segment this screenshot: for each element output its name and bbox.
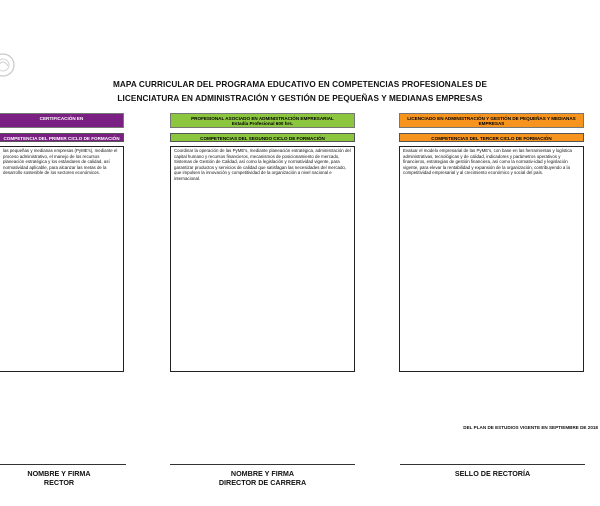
plan-validity-note: DEL PLAN DE ESTUDIOS VIGENTE EN SEPTIEMBRE DE 2018 <box>463 425 598 430</box>
rectory-stamp-label: SELLO DE RECTORÍA <box>454 469 531 478</box>
cycle-column-1 <box>0 113 124 372</box>
cycle-1-subheader: COMPETENCIA DEL PRIMER CICLO DE FORMACIÓN <box>0 133 124 142</box>
cycle-1-competency-text: las pequeñas y medianas empresas (PyME's), mediante el proceso administrativo, el manejo de los recursos planeación estratégica y los estándares de calidad, así normatividad aplicable, para alcanzar las metas de la desarrollo sostenible de los sectores económicos. <box>0 146 124 372</box>
page-title-line-2: LICENCIATURA EN ADMINISTRACIÓN Y GESTIÓN DE PEQUEÑAS Y MEDIANAS EMPRESAS <box>117 94 483 103</box>
signature-line <box>170 464 355 465</box>
cycle-1-header <box>0 113 124 128</box>
cycle-2-header-text: PROFESIONAL ASOCIADO EN ADMINISTRACIÓN EMPRESARIAL <box>191 116 334 121</box>
cycle-3-header <box>399 113 584 128</box>
signature-line <box>400 464 585 465</box>
cycle-1-header-text: CERTIFICACIÓN EN <box>39 116 84 121</box>
cycle-3-competency-text: Evaluar el modelo empresarial de las PyME's, con base en las herramientas y logística administrativas, tecnológicas y de calidad, indicadores y parámetros operativos y financieros, estrategias de gestión financiera, así como la normativ-idad y legislación vigente, para elevar la rentabilidad y expansión de la organización, contribuyendo a la competitividad empresarial y al crecimiento económico y social del país. <box>399 146 584 372</box>
signature-rector <box>0 464 126 487</box>
signature-director-label: NOMBRE Y FIRMA <box>230 469 295 478</box>
cycle-2-header <box>170 113 355 128</box>
signature-line <box>0 464 126 465</box>
signature-director <box>170 464 355 487</box>
cycle-3-header-text: LICENCIADO EN ADMINISTRACIÓN Y GESTIÓN DE PEQUEÑAS Y MEDIANAS <box>407 116 576 121</box>
cycle-column-3 <box>399 113 584 372</box>
cycle-2-competency-text: Coordinar la operación de las PyME's, mediante planeación estratégica, administración del capital humano y recursos financieros, mecanismos de posicionamiento de mercado, Sistemas de Gestión de Calidad, así como la legislación y normatividad vigente, para garantizar productos y servicios de calidad que satisfagan las necesidades del mercado, que impulsen la innovación y competitividad de la organización a nivel nacional e internacional. <box>170 146 355 372</box>
signature-rector-role: RECTOR <box>43 478 75 487</box>
signature-rector-label: NOMBRE Y FIRMA <box>27 469 91 478</box>
cycle-column-2 <box>170 113 355 372</box>
cycle-3-subheader: COMPETENCIAS DEL TERCER CICLO DE FORMACIÓN <box>399 133 584 142</box>
cycle-2-header-hours: Estadía Profesional 600 hrs. <box>231 121 294 127</box>
page-title-line-1: MAPA CURRICULAR DEL PROGRAMA EDUCATIVO EN COMPETENCIAS PROFESIONALES DE <box>112 80 488 89</box>
cycle-3-header-line2: EMPRESAS <box>478 121 505 127</box>
cycle-2-subheader: COMPETENCIAS DEL SEGUNDO CICLO DE FORMACIÓN <box>170 133 355 142</box>
rectory-stamp <box>400 464 585 478</box>
institution-seal-icon <box>0 52 16 78</box>
signature-director-role: DIRECTOR DE CARRERA <box>218 478 307 487</box>
